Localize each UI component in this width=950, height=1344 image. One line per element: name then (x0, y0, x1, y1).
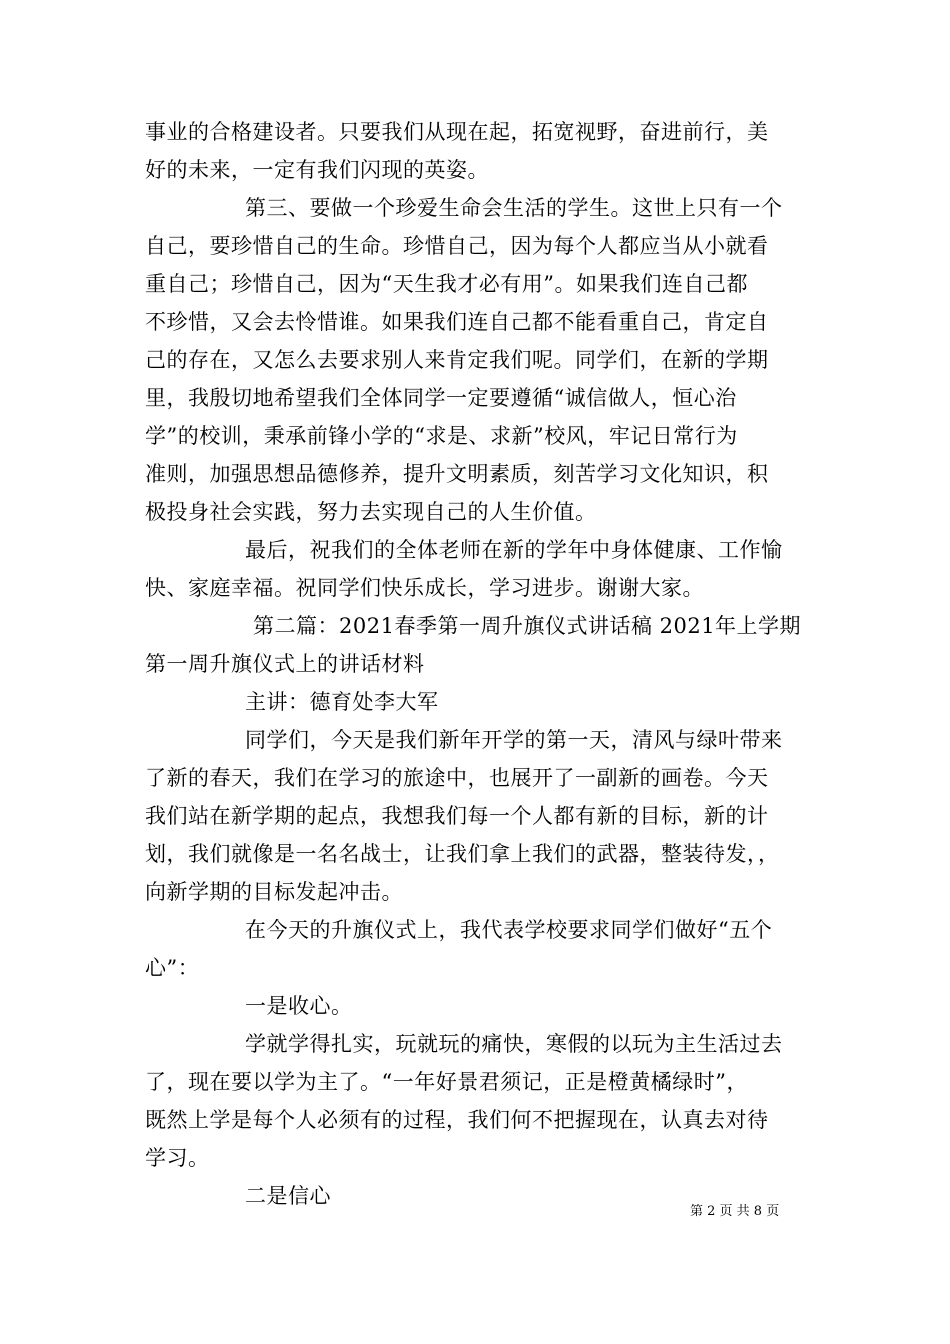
point-heading: 二是信心 (245, 1184, 331, 1208)
text-line: 学习。 (145, 1146, 210, 1170)
text-line: 既然上学是每个人必须有的过程，我们何不把握现在，认真去对待 (145, 1108, 769, 1132)
point-heading: 一是收心。 (245, 994, 353, 1018)
text-line: 重自己；珍惜自己，因为“天生我才必有用”。如果我们连自己都 (145, 272, 748, 296)
text-line: 向新学期的目标发起冲击。 (145, 880, 403, 904)
text-line: 自己，要珍惜自己的生命。珍惜自己，因为每个人都应当从小就看 (145, 234, 769, 258)
body-text (145, 113, 815, 1215)
text-line: 己的存在，又怎么去要求别人来肯定我们呢。同学们，在新的学期 (145, 348, 769, 372)
section-heading-continued: 第一周升旗仪式上的讲话材料 (145, 652, 425, 676)
text-line: 了新的春天，我们在学习的旅途中，也展开了一副新的画卷。今天 (145, 766, 769, 790)
text-line: 心”： (145, 956, 200, 980)
text-line: 不珍惜，又会去怜惜谁。如果我们连自己都不能看重自己，肯定自 (145, 310, 769, 334)
text-line: 了，现在要以学为主了。“一年好景君须记，正是橙黄橘绿时”， (145, 1070, 748, 1094)
paragraph-start: 学就学得扎实，玩就玩的痛快，寒假的以玩为主生活过去 (245, 1032, 783, 1056)
text-line: 划，我们就像是一名名战士，让我们拿上我们的武器，整装待发，， (145, 842, 780, 866)
section-heading: 第二篇：2021春季第一周升旗仪式讲话稿 2021年上学期 (253, 614, 802, 638)
text-line: 好的未来，一定有我们闪现的英姿。 (145, 158, 489, 182)
text-line: 准则，加强思想品德修养，提升文明素质，刻苦学习文化知识，积 (145, 462, 769, 486)
text-line: 事业的合格建设者。只要我们从现在起，拓宽视野，奋进前行，美 (145, 120, 769, 144)
text-line: 学”的校训，秉承前锋小学的“求是、求新”校风，牢记日常行为 (145, 424, 738, 448)
text-line: 里，我殷切地希望我们全体同学一定要遵循“诚信做人，恒心治 (145, 386, 737, 410)
text-line: 我们站在新学期的起点，我想我们每一个人都有新的目标，新的计 (145, 804, 769, 828)
text-line: 极投身社会实践，努力去实现自己的人生价值。 (145, 500, 597, 524)
paragraph-start: 最后，祝我们的全体老师在新的学年中身体健康、工作愉 (245, 538, 783, 562)
text-line: 快、家庭幸福。祝同学们快乐成长，学习进步。谢谢大家。 (145, 576, 704, 600)
paragraph-start: 第三、要做一个珍爱生命会生活的学生。这世上只有一个 (245, 196, 783, 220)
page-number: 第 2 页 共 8 页 (690, 1204, 780, 1219)
speaker-line: 主讲：德育处李大军 (245, 690, 439, 714)
paragraph-start: 在今天的升旗仪式上，我代表学校要求同学们做好“五个 (245, 918, 773, 942)
paragraph-start: 同学们，今天是我们新年开学的第一天，清风与绿叶带来 (245, 728, 783, 752)
